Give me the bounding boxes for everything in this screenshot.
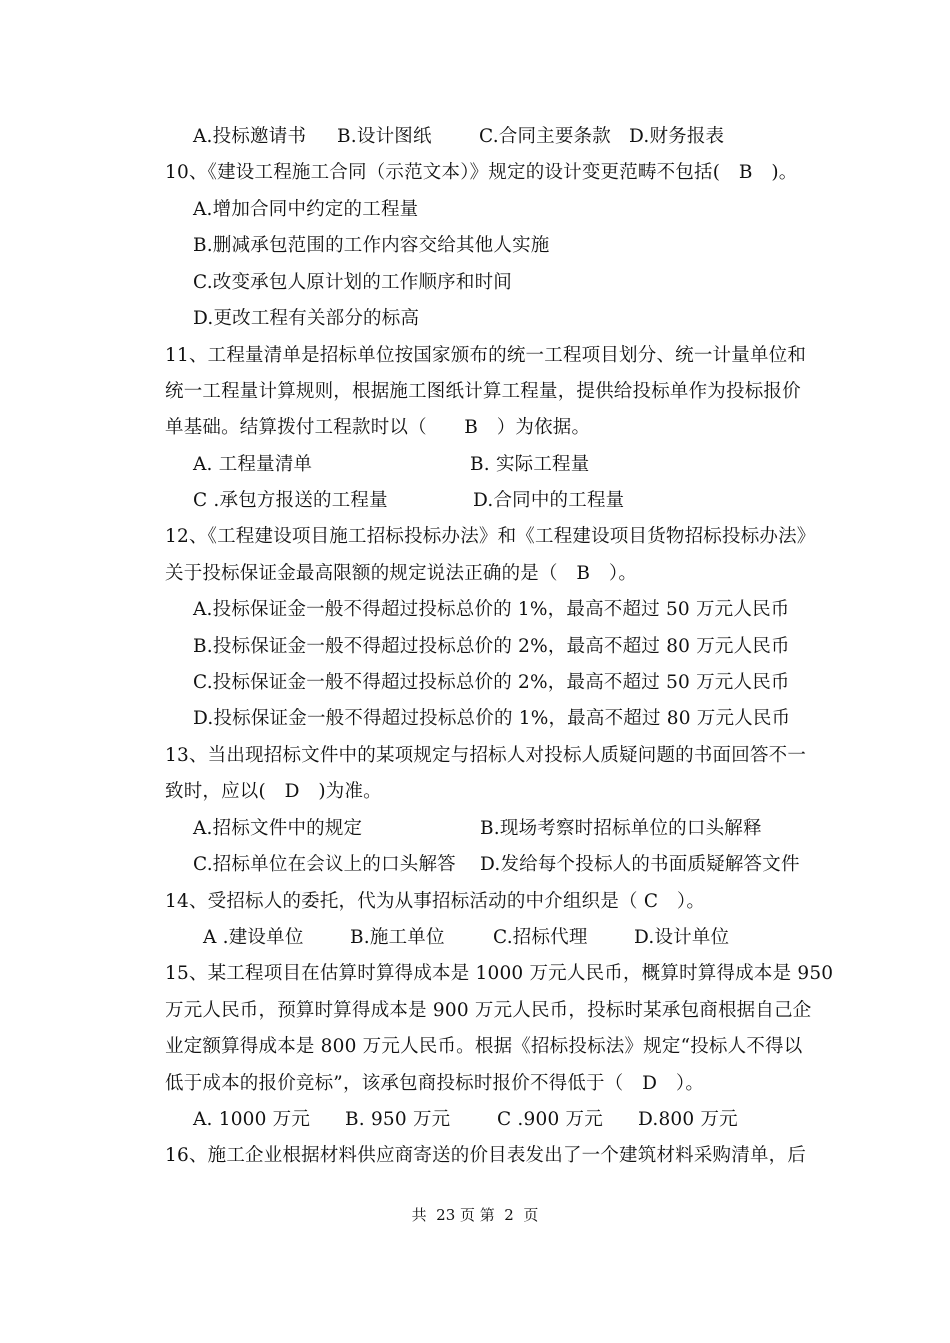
q12-option-a: A.投标保证金一般不得超过投标总价的 1%，最高不超过 50 万元人民币 (193, 599, 790, 620)
q12-option-d: D.投标保证金一般不得超过投标总价的 1%，最高不超过 80 万元人民币 (193, 708, 791, 729)
q9-option-d: D.财务报表 (629, 126, 725, 147)
q15-option-a: A. 1000 万元 (193, 1109, 311, 1130)
q10-option-d: D.更改工程有关部分的标高 (193, 308, 420, 329)
q9-option-b: B.设计图纸 (337, 126, 432, 147)
q13-option-a: A.招标文件中的规定 (193, 818, 363, 839)
q10-option-b: B.删减承包范围的工作内容交给其他人实施 (193, 235, 550, 256)
q14-option-a: A .建设单位 (203, 927, 304, 948)
q11-stem-line-2: 统一工程量计算规则，根据施工图纸计算工程量，提供给投标单作为投标报价 (165, 381, 801, 402)
q15-option-c: C .900 万元 (497, 1109, 603, 1130)
q14-option-d: D.设计单位 (634, 927, 730, 948)
page-footer: 共 23 页 第 2 页 (411, 1206, 539, 1224)
q13-stem-line-1: 13、当出现招标文件中的某项规定与招标人对投标人质疑问题的书面回答不一 (165, 745, 807, 766)
q15-option-d: D.800 万元 (638, 1109, 738, 1130)
q9-option-a: A.投标邀请书 (193, 126, 307, 147)
q11-option-b: B. 实际工程量 (470, 454, 590, 475)
q12-option-b: B.投标保证金一般不得超过投标总价的 2%，最高不超过 80 万元人民币 (193, 636, 790, 657)
q10-stem: 10、《建设工程施工合同（示范文本）》规定的设计变更范畴不包括( B )。 (165, 162, 798, 183)
q14-option-b: B.施工单位 (350, 927, 445, 948)
q13-option-d: D.发给每个投标人的书面质疑解答文件 (480, 854, 800, 875)
q16-stem-line-1: 16、施工企业根据材料供应商寄送的价目表发出了一个建筑材料采购清单，后 (165, 1145, 807, 1166)
q11-option-d: D.合同中的工程量 (473, 490, 625, 511)
q12-stem-line-1: 12、《工程建设项目施工招标投标办法》和《工程建设项目货物招标投标办法》 (165, 526, 816, 547)
q15-stem-line-3: 业定额算得成本是 800 万元人民币。根据《招标投标法》规定“投标人不得以 (165, 1036, 803, 1057)
q15-stem-line-1: 15、某工程项目在估算时算得成本是 1000 万元人民币，概算时算得成本是 950 (165, 963, 834, 984)
q10-option-a: A.增加合同中约定的工程量 (193, 199, 419, 220)
q13-option-c: C.招标单位在会议上的口头解答 (193, 854, 456, 875)
q15-option-b: B. 950 万元 (345, 1109, 451, 1130)
q10-option-c: C.改变承包人原计划的工作顺序和时间 (193, 272, 512, 293)
q15-stem-line-4: 低于成本的报价竞标”，该承包商投标时报价不得低于（ D ）。 (165, 1073, 705, 1094)
q12-stem-line-2: 关于投标保证金最高限额的规定说法正确的是（ B ）。 (165, 563, 638, 584)
q11-stem-line-1: 11、工程量清单是招标单位按国家颁布的统一工程项目划分、统一计量单位和 (165, 345, 807, 366)
q13-stem-line-2: 致时，应以( D )为准。 (165, 781, 382, 802)
q14-stem: 14、受招标人的委托，代为从事招标活动的中介组织是（ C ）。 (165, 891, 706, 912)
q13-option-b: B.现场考察时招标单位的口头解释 (480, 818, 762, 839)
q11-option-c: C .承包方报送的工程量 (193, 490, 388, 511)
q14-option-c: C.招标代理 (493, 927, 588, 948)
q15-stem-line-2: 万元人民币，预算时算得成本是 900 万元人民币，投标时某承包商根据自己企 (165, 1000, 812, 1021)
q11-option-a: A. 工程量清单 (193, 454, 313, 475)
q12-option-c: C.投标保证金一般不得超过投标总价的 2%，最高不超过 50 万元人民币 (193, 672, 790, 693)
q9-option-c: C.合同主要条款 (479, 126, 611, 147)
q11-stem-line-3: 单基础。结算拨付工程款时以（ B ）为依据。 (165, 417, 591, 438)
